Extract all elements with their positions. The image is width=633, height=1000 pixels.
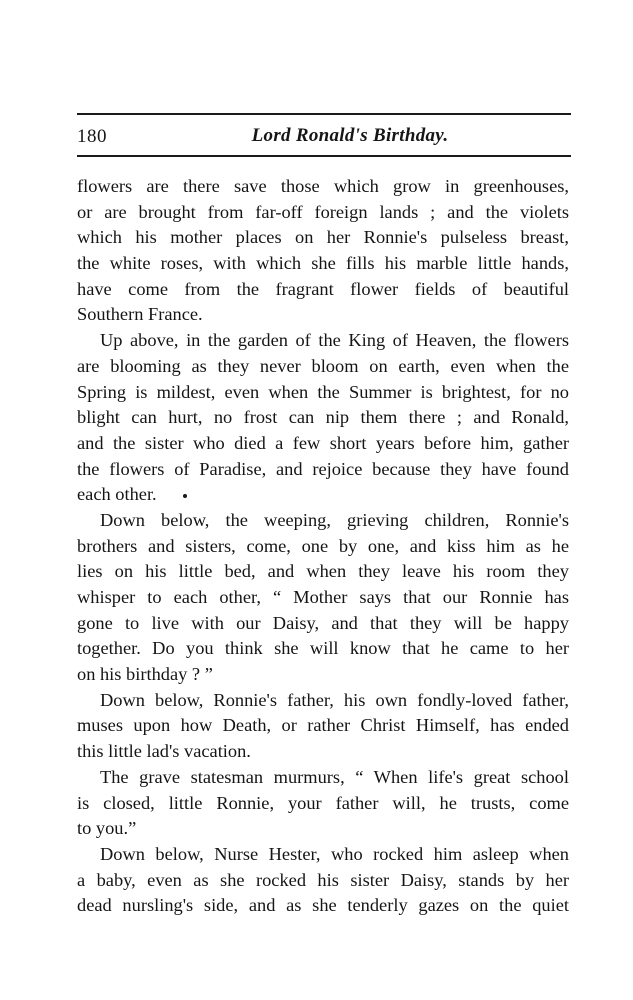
header-rule-top <box>77 113 571 115</box>
running-title: Lord Ronald's Birthday. <box>251 125 449 146</box>
text-line: Up above, in the garden of the King of Heaven, the flowers <box>100 330 569 351</box>
text-line: flowers are there save those which grow in greenhouses, <box>77 176 569 196</box>
text-line: to you.” <box>77 818 137 839</box>
page-number: 180 <box>77 126 107 147</box>
text-line: whisper to each other, “ Mother says that our Ronnie has <box>77 587 569 607</box>
text-line: Down below, the weeping, grieving children, Ronnie's <box>100 509 569 530</box>
text-line <box>77 482 569 508</box>
text-line: together. Do you think she will know that he came to her <box>77 638 569 659</box>
text-line: the flowers of Paradise, and rejoice because they have found <box>77 458 569 479</box>
stray-dot-mark <box>183 494 187 498</box>
text-line: Southern France. <box>77 304 203 325</box>
text-line: a baby, even as she rocked his sister Daisy, stands by her <box>77 869 569 890</box>
text-line: on his birthday ? ” <box>77 664 213 685</box>
text-line: muses upon how Death, or rather Christ Himself, has ended <box>77 715 569 736</box>
text-line-content: each other. <box>77 484 157 505</box>
text-line: and the sister who died a few short years before him, gather <box>77 432 569 453</box>
text-line: blight can hurt, no frost can nip them there ; and Ronald, <box>77 407 569 428</box>
text-line: are blooming as they never bloom on earth, even when the <box>77 355 569 376</box>
text-line: brothers and sisters, come, one by one, and kiss him as he <box>77 535 569 556</box>
text-line: dead nursling's side, and as she tenderly gazes on the quiet <box>77 895 569 916</box>
text-line: The grave statesman murmurs, “ When life's great school <box>100 766 569 787</box>
text-line: gone to live with our Daisy, and that they will be happy <box>77 612 569 633</box>
text-line: this little lad's vacation. <box>77 741 251 762</box>
header-rule-bottom <box>77 155 571 157</box>
text-line: the white roses, with which she fills his marble little hands, <box>77 253 569 274</box>
text-line: which his mother places on her Ronnie's pulseless breast, <box>77 227 569 248</box>
text-line: is closed, little Ronnie, your father will, he trusts, come <box>77 792 569 813</box>
text-line: Down below, Nurse Hester, who rocked him asleep when <box>100 843 569 864</box>
text-line: lies on his little bed, and when they leave his room they <box>77 561 569 582</box>
text-line: Down below, Ronnie's father, his own fondly-loved father, <box>100 689 569 710</box>
text-line: have come from the fragrant flower fields of beautiful <box>77 278 569 299</box>
body-text <box>77 174 569 919</box>
text-line: or are brought from far-off foreign lands ; and the violets <box>77 201 569 222</box>
text-line: Spring is mildest, even when the Summer is brightest, for no <box>77 381 569 402</box>
